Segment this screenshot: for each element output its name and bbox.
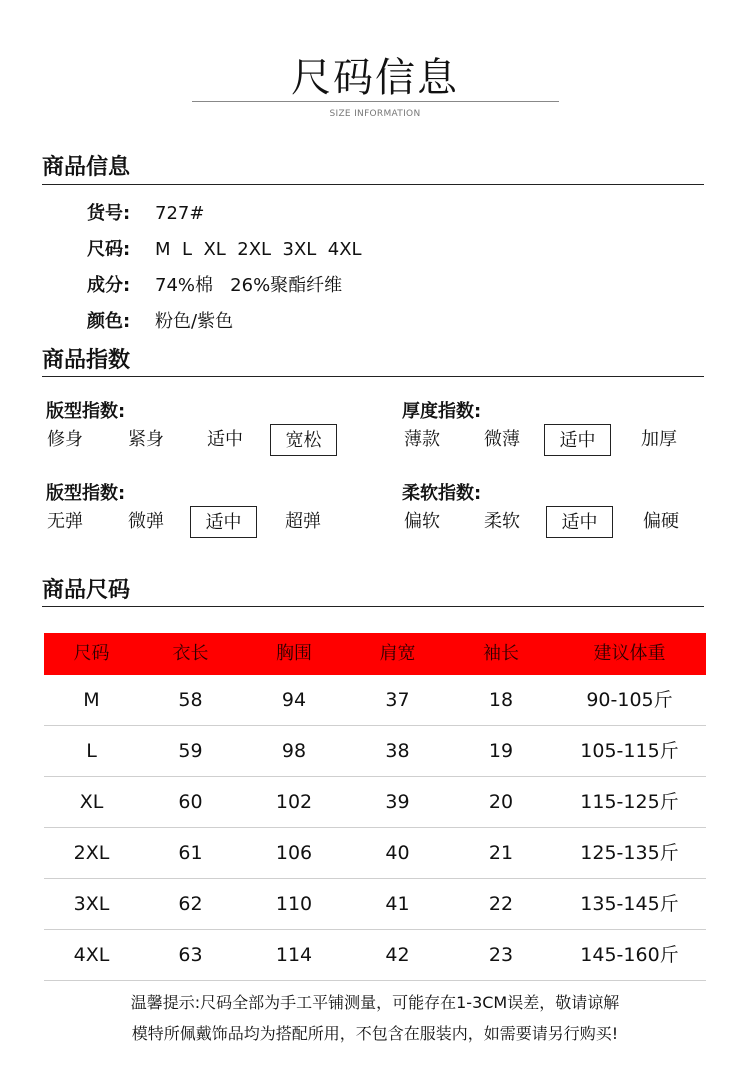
column-header: 胸围 [276, 643, 312, 664]
table-cell: 39 [385, 791, 410, 813]
table-cell: 40 [385, 842, 410, 864]
table-cell: 98 [281, 740, 307, 762]
table-cell: L [86, 740, 97, 762]
table-cell: 60 [178, 791, 203, 813]
title-divider [192, 101, 559, 102]
table-cell: 110 [275, 893, 313, 915]
section-title-product-info: 商品信息 [42, 155, 131, 180]
index-option-selected: 适中 [190, 506, 257, 538]
table-cell: 105-115斤 [580, 740, 679, 762]
column-header: 袖长 [483, 643, 519, 664]
info-value: 74%棉 26%聚酯纤维 [155, 275, 343, 296]
table-cell: 2XL [73, 842, 110, 864]
table-cell: 90-105斤 [586, 689, 673, 711]
index-option: 微弹 [128, 511, 164, 532]
section-divider [42, 376, 704, 377]
index-option: 偏软 [404, 511, 440, 532]
table-cell: 62 [178, 893, 203, 915]
table-cell: 19 [488, 740, 514, 762]
size-table [44, 633, 706, 981]
table-cell: 18 [488, 689, 514, 711]
index-option: 超弹 [285, 511, 321, 532]
section-title-size-table: 商品尺码 [42, 578, 131, 603]
note-line: 模特所佩戴饰品均为搭配所用，不包含在服装内，如需要请另行购买! [131, 1024, 619, 1043]
column-header: 衣长 [172, 643, 209, 664]
index-option: 无弹 [47, 511, 83, 532]
table-cell: 42 [385, 944, 410, 966]
column-header: 建议体重 [593, 643, 666, 664]
table-row [44, 828, 706, 879]
table-cell: 135-145斤 [580, 893, 679, 915]
section-divider [42, 606, 704, 607]
table-cell: 23 [488, 944, 514, 966]
info-value: 粉色/紫色 [155, 311, 234, 332]
table-row [44, 726, 706, 777]
index-option: 偏硬 [643, 511, 679, 532]
section-title-product-index: 商品指数 [42, 348, 131, 373]
index-option: 微薄 [484, 429, 520, 450]
table-cell: 63 [178, 944, 203, 966]
index-group-title: 版型指数: [46, 401, 126, 422]
index-option-selected: 宽松 [270, 424, 337, 456]
table-cell: M [83, 689, 100, 711]
table-cell: 58 [178, 689, 203, 711]
table-cell: 20 [488, 791, 514, 813]
info-row-size [87, 235, 362, 261]
table-cell: 145-160斤 [580, 944, 679, 966]
index-option: 修身 [47, 429, 83, 450]
column-header: 尺码 [73, 643, 110, 664]
index-option: 紧身 [128, 429, 164, 450]
table-cell: 4XL [73, 944, 110, 966]
page-subtitle: SIZE INFORMATION [329, 109, 421, 119]
index-group-title: 版型指数: [46, 483, 126, 504]
column-header: 肩宽 [379, 643, 416, 664]
info-row-color [87, 307, 233, 333]
index-option: 柔软 [484, 511, 520, 532]
table-cell: 94 [281, 689, 307, 711]
index-option-selected: 适中 [546, 506, 613, 538]
info-label: 尺码: [87, 239, 131, 260]
table-cell: 21 [488, 842, 514, 864]
table-cell: 41 [385, 893, 410, 915]
table-cell: 125-135斤 [580, 842, 679, 864]
info-label: 货号: [87, 203, 131, 224]
info-value: 727# [155, 203, 205, 224]
table-row [44, 930, 706, 981]
table-header [44, 633, 706, 675]
table-cell: 102 [275, 791, 313, 813]
table-cell: 37 [385, 689, 410, 711]
index-group-title: 厚度指数: [402, 401, 482, 422]
info-row-item-no [87, 199, 204, 225]
table-cell: 22 [488, 893, 514, 915]
note-line: 温馨提示:尺码全部为手工平铺测量，可能存在1-3CM误差，敬请谅解 [130, 993, 620, 1012]
table-cell: 115-125斤 [580, 791, 679, 813]
table-cell: 59 [178, 740, 203, 762]
table-row [44, 879, 706, 930]
index-option-selected: 适中 [544, 424, 611, 456]
page-title: 尺码信息 [291, 55, 459, 101]
table-cell: 38 [385, 740, 410, 762]
info-label: 颜色: [87, 311, 131, 332]
table-cell: 3XL [73, 893, 110, 915]
section-divider [42, 184, 704, 185]
index-option: 薄款 [404, 429, 440, 450]
table-cell: 106 [275, 842, 313, 864]
index-option: 适中 [207, 429, 243, 450]
table-row [44, 675, 706, 726]
info-value: M L XL 2XL 3XL 4XL [155, 239, 362, 260]
table-row [44, 777, 706, 828]
table-cell: 61 [178, 842, 203, 864]
info-label: 成分: [87, 275, 131, 296]
index-group-title: 柔软指数: [402, 483, 482, 504]
info-row-material [87, 271, 342, 297]
table-cell: 114 [275, 944, 313, 966]
table-cell: XL [79, 791, 104, 813]
index-option: 加厚 [641, 429, 677, 450]
